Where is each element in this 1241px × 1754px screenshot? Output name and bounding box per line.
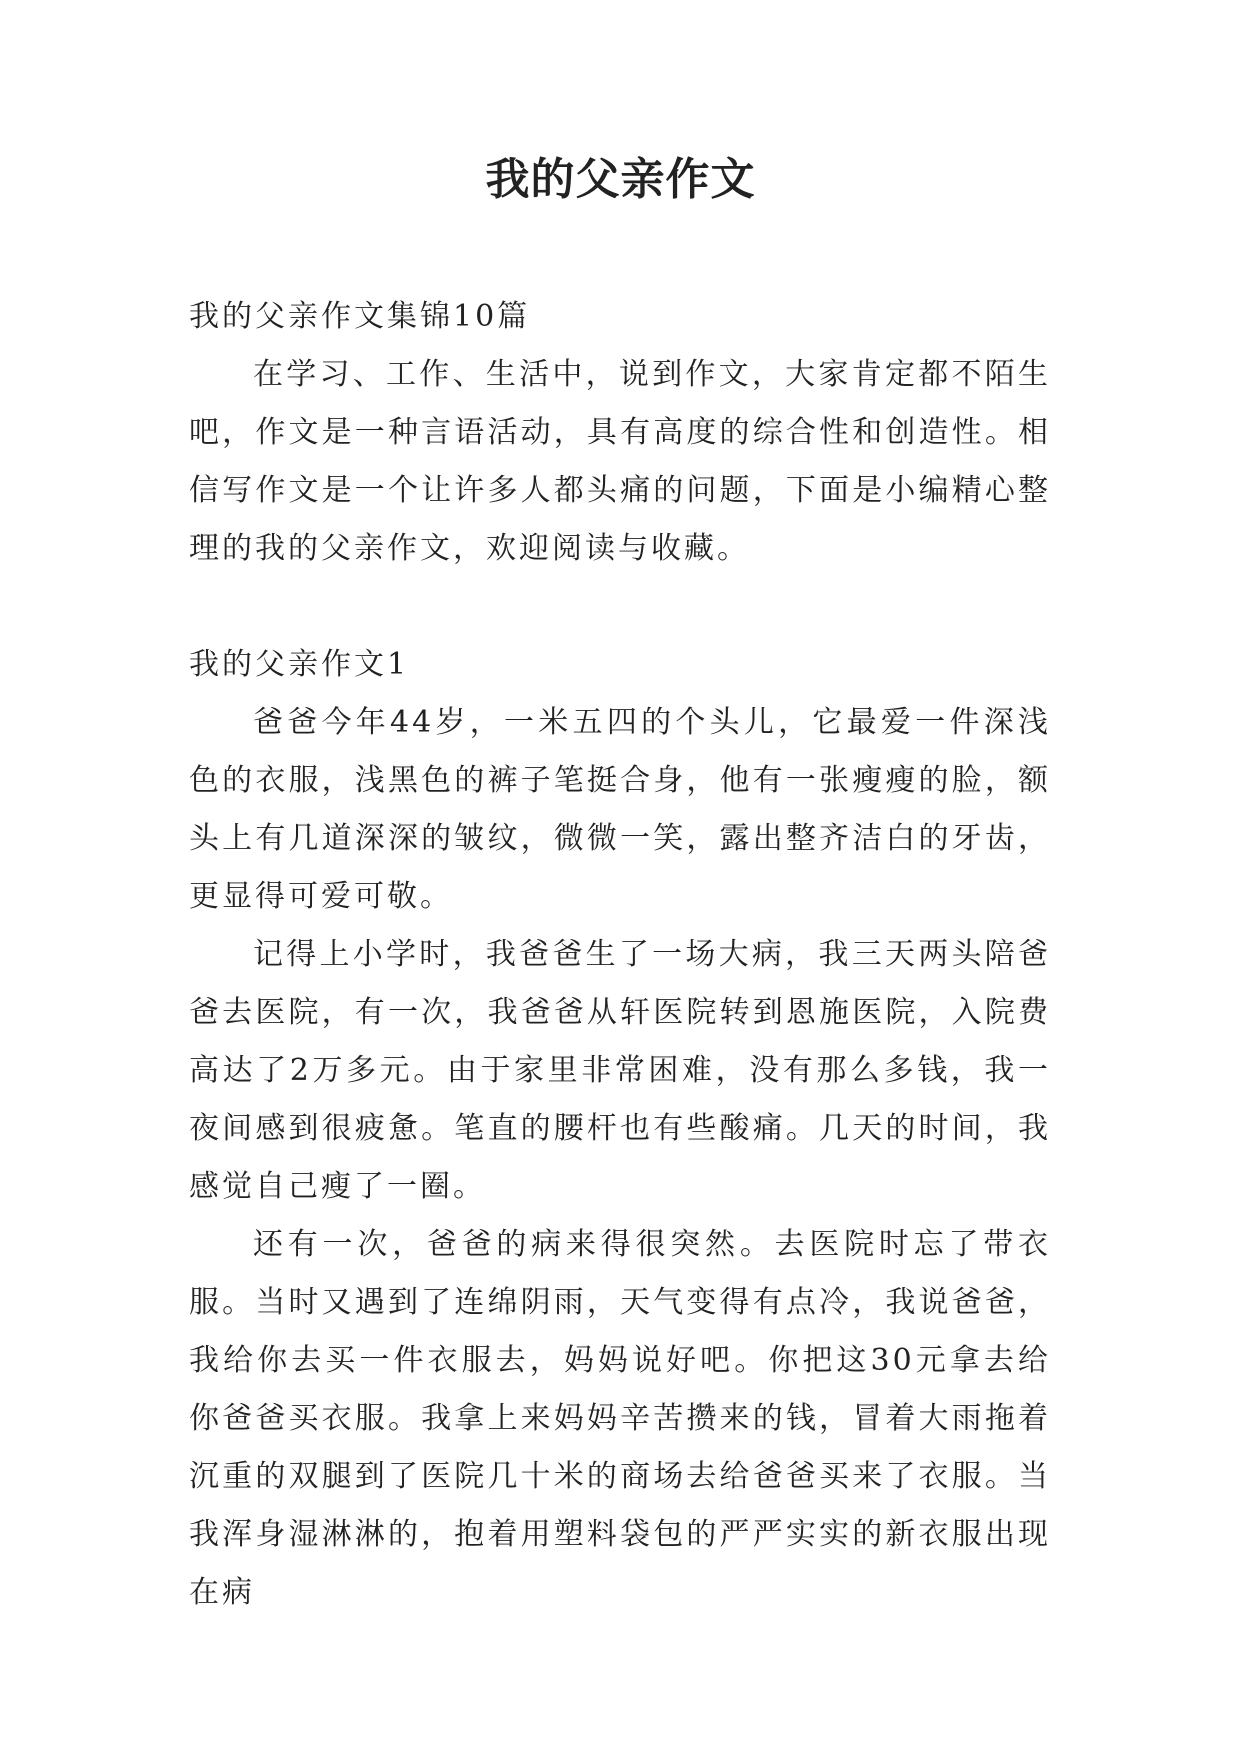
body-paragraph: 记得上小学时，我爸爸生了一场大病，我三天两头陪爸爸去医院，有一次，我爸爸从轩医院转到恩施医院，入院费高达了2万多元。由于家里非常困难，没有那么多钱，我一夜间感到很疲惫。笔直的腰杆也有些酸痛。几天的时间，我感觉自己瘦了一圈。 [189, 937, 1051, 1204]
document-title: 我的父亲作文 [485, 154, 756, 205]
intro-paragraph: 在学习、工作、生活中，说到作文，大家肯定都不陌生吧，作文是一种言语活动，具有高度的综合性和创造性。相信写作文是一个让许多人都头痛的问题，下面是小编精心整理的我的父亲作文，欢迎阅读与收藏。 [189, 357, 1051, 566]
body-paragraph: 爸爸今年44岁，一米五四的个头儿，它最爱一件深浅色的衣服，浅黑色的裤子笔挺合身，他有一张瘦瘦的脸，额头上有几道深深的皱纹，微微一笑，露出整齐洁白的牙齿，更显得可爱可敬。 [189, 705, 1051, 914]
body-paragraph: 还有一次，爸爸的病来得很突然。去医院时忘了带衣服。当时又遇到了连绵阴雨，天气变得有点冷，我说爸爸，我给你去买一件衣服去，妈妈说好吧。你把这30元拿去给你爸爸买衣服。我拿上来妈妈辛苦攒来的钱，冒着大雨拖着沉重的双腿到了医院几十米的商场去给爸爸买来了衣服。当我浑身湿淋淋的，抱着用塑料袋包的严严实实的新衣服出现在病 [189, 1227, 1051, 1610]
section-spacer [189, 578, 1051, 636]
collection-heading: 我的父亲作文集锦10篇 [189, 299, 531, 334]
section-heading: 我的父亲作文1 [189, 647, 410, 682]
document-body [189, 288, 1051, 1622]
